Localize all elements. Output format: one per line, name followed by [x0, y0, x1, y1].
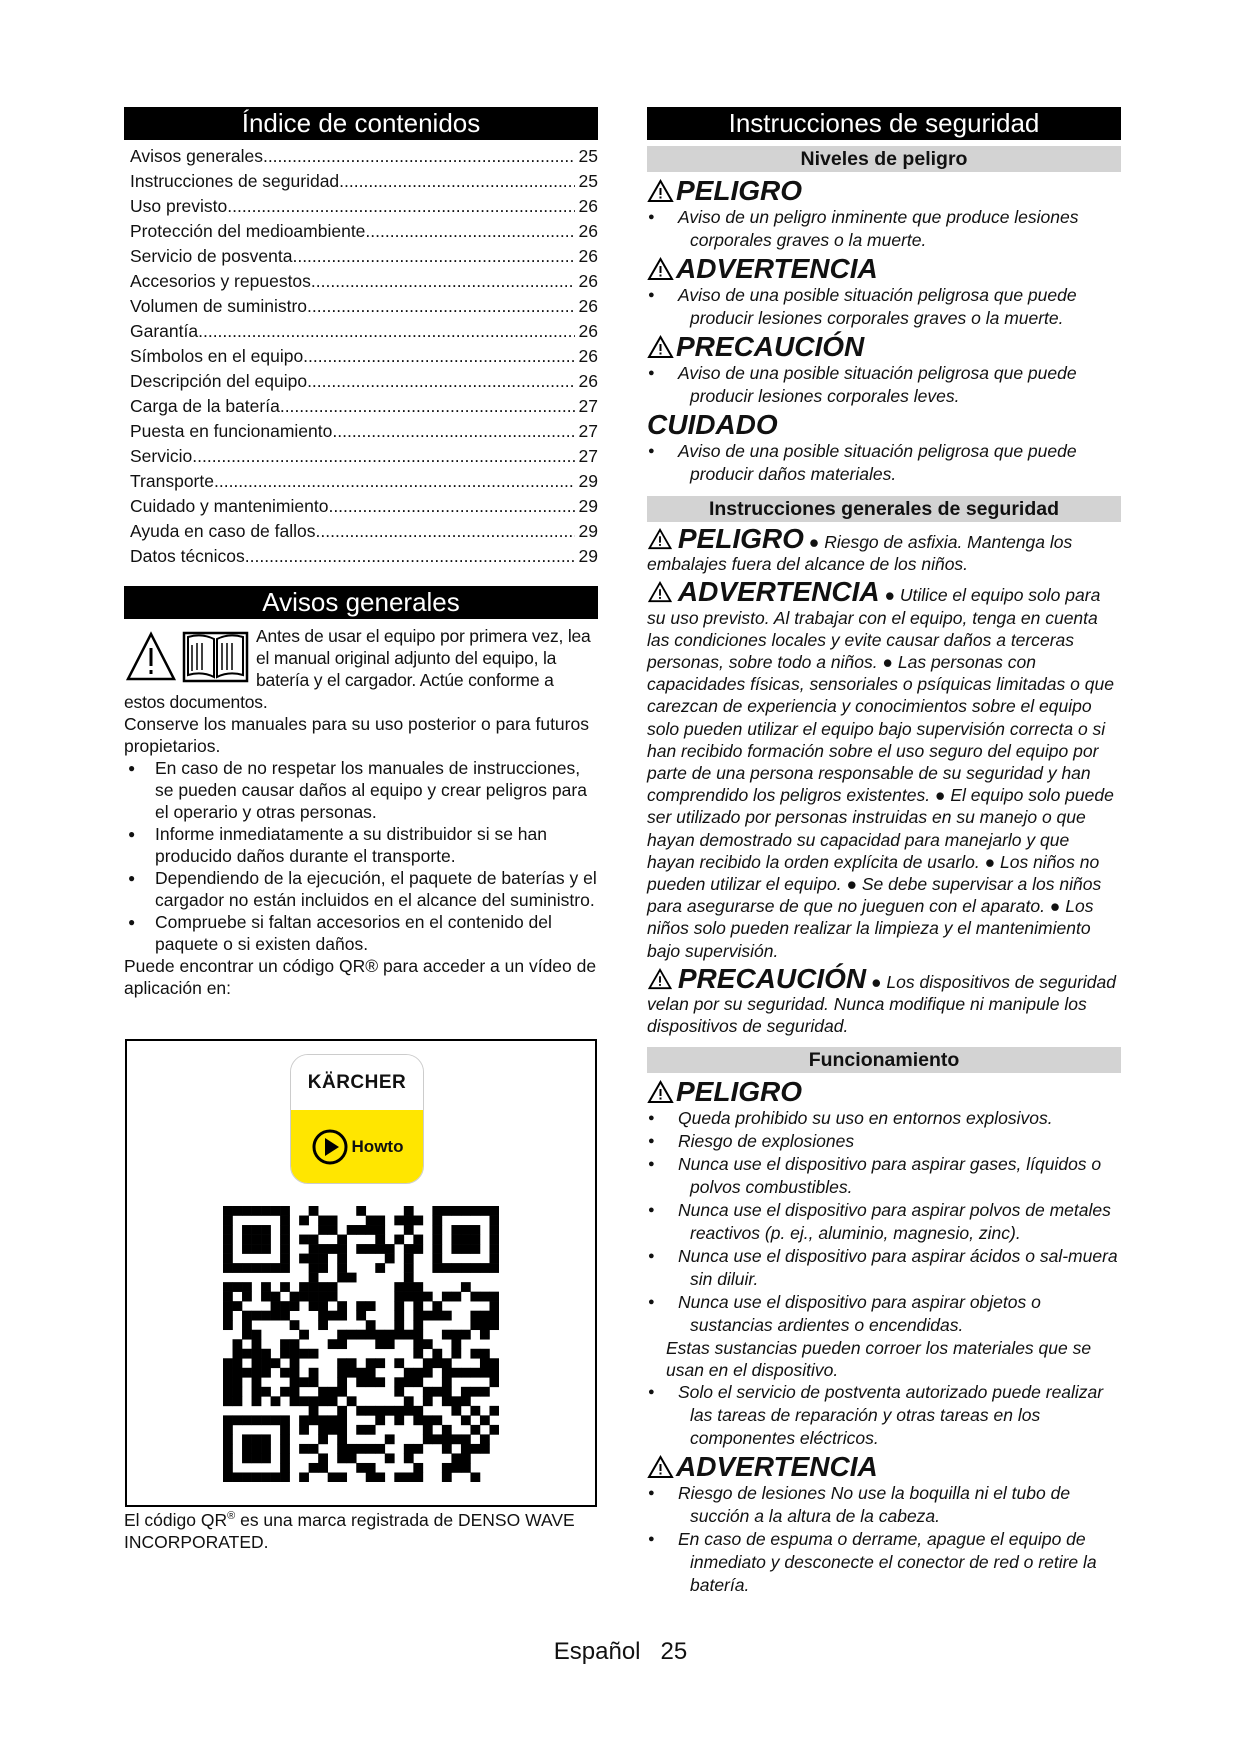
left-column	[124, 107, 598, 1552]
warning-icon	[647, 257, 674, 281]
howto-label: Howto	[351, 1136, 404, 1156]
toc-entry[interactable]: Ayuda en caso de fallos ..... 29	[130, 519, 598, 544]
page-number: 25	[660, 1638, 688, 1665]
toc-entry[interactable]: Protección del medioambiente ..... 26	[130, 219, 598, 244]
toc-entry[interactable]: Símbolos en el equipo ..... 26	[130, 344, 598, 369]
list-item: ● Queda prohibido su uso en entornos explosivos.	[647, 1107, 1121, 1130]
list-item: ● Aviso de una posible situación peligrosa que puede producir lesiones corporales leves.	[647, 362, 1121, 408]
manual-icons	[124, 625, 252, 691]
qr-note: El código QR® es una marca registrada de DENSO WAVE INCORPORATED.	[124, 1509, 575, 1552]
warning-icon	[647, 335, 674, 359]
toc-entry[interactable]: Cuidado y mantenimiento ..... 29	[130, 494, 598, 519]
list-item: ● Aviso de un peligro inminente que produce lesiones corporales graves o la muerte.	[647, 206, 1121, 252]
function-advertencia: ADVERTENCIA	[647, 1452, 1121, 1482]
level-cuidado: CUIDADO	[647, 409, 778, 440]
avisos-intro-text: Antes de usar el equipo por primera vez, lea el manual original adjunto del equipo, la batería y el cargador. Actúe conforme a estos documentos.	[124, 626, 591, 712]
howto-badge	[291, 1110, 423, 1183]
footer-language: Español	[553, 1638, 641, 1665]
toc-entry[interactable]: Volumen de suministro ..... 26	[130, 294, 598, 319]
list-item: ● Aviso de una posible situación peligrosa que puede producir lesiones corporales graves o la muerte.	[647, 284, 1121, 330]
list-item: ● Aviso de una posible situación peligrosa que puede producir daños materiales.	[647, 440, 1121, 486]
list-item: ● En caso de espuma o derrame, apague el equipo de inmediato y desconecte el conector de red o retire la batería.	[647, 1528, 1121, 1597]
toc-entry[interactable]: Garantía ..... 26	[130, 319, 598, 344]
general-precaucion: PRECAUCIÓN ● Los dispositivos de seguridad velan por su seguridad. Nunca modifique ni manipule los dispositivos de seguridad.	[647, 962, 1116, 1037]
toc-entry[interactable]: Uso previsto ..... 26	[130, 194, 598, 219]
toc-entry[interactable]: Servicio ..... 27	[130, 444, 598, 469]
karcher-howto-logo	[290, 1054, 424, 1184]
list-item: ● Nunca use el dispositivo para aspirar ácidos o sal-muera sin diluir.	[647, 1245, 1121, 1291]
right-column	[647, 107, 1121, 1597]
list-item: ● Nunca use el dispositivo para aspirar gases, líquidos o polvos combustibles.	[647, 1153, 1121, 1199]
safety-title: Instrucciones de seguridad	[647, 107, 1121, 140]
avisos-keep-text: Conserve los manuales para su uso posterior o para futuros propietarios.	[124, 714, 589, 756]
toc-entry[interactable]: Datos técnicos ..... 29	[130, 544, 598, 569]
avisos-title: Avisos generales	[124, 586, 598, 619]
toc-entry[interactable]: Accesorios y repuestos ..... 26	[130, 269, 598, 294]
list-item: ● Compruebe si faltan accesorios en el contenido del paquete o si existen daños.	[124, 911, 598, 955]
table-of-contents	[130, 144, 598, 569]
warning-book-icon	[124, 625, 252, 691]
list-item: ● Dependiendo de la ejecución, el paquete de baterías y el cargador no están incluidos en el alcance del suministro.	[124, 867, 598, 911]
toc-entry[interactable]: Carga de la batería ..... 27	[130, 394, 598, 419]
levels-subtitle: Niveles de peligro	[647, 146, 1121, 172]
function-peligro: PELIGRO	[647, 1077, 1121, 1107]
function-subtitle: Funcionamiento	[647, 1047, 1121, 1073]
list-item: ● Solo el servicio de postventa autorizado puede realizar las tareas de reparación y otras tareas en los componentes eléctricos.	[647, 1381, 1121, 1450]
toc-entry[interactable]: Servicio de posventa ..... 26	[130, 244, 598, 269]
qr-code-box[interactable]	[125, 1039, 597, 1507]
toc-entry[interactable]: Descripción del equipo ..... 26	[130, 369, 598, 394]
toc-entry[interactable]: Transporte ..... 29	[130, 469, 598, 494]
warning-icon	[647, 581, 673, 603]
warning-icon	[647, 1455, 674, 1479]
list-item: ● Riesgo de lesiones No use la boquilla ni el tubo de succión a la altura de la cabeza.	[647, 1482, 1121, 1528]
play-icon	[311, 1128, 349, 1166]
function-note: Estas sustancias pueden corroer los materiales que se usan en el dispositivo.	[666, 1338, 1092, 1381]
warning-icon	[647, 968, 673, 990]
level-advertencia: ADVERTENCIA	[647, 254, 1121, 284]
qr-code-icon[interactable]	[223, 1206, 499, 1482]
list-item: ● En caso de no respetar los manuales de instrucciones, se pueden causar daños al equipo y crear peligros para el operario y otras personas.	[124, 757, 598, 823]
toc-entry[interactable]: Puesta en funcionamiento ..... 27	[130, 419, 598, 444]
toc-entry[interactable]: Instrucciones de seguridad ..... 25	[130, 169, 598, 194]
list-item: ● Riesgo de explosiones	[647, 1130, 1121, 1153]
warning-icon	[647, 179, 674, 203]
list-item: ● Nunca use el dispositivo para aspirar polvos de metales reactivos (p. ej., aluminio, magnesio, zinc).	[647, 1199, 1121, 1245]
general-subtitle: Instrucciones generales de seguridad	[647, 496, 1121, 522]
avisos-intro-block	[124, 625, 598, 713]
level-peligro: PELIGRO	[647, 176, 1121, 206]
page-footer	[0, 1638, 1241, 1666]
level-precaucion: PRECAUCIÓN	[647, 332, 1121, 362]
list-item: ● Informe inmediatamente a su distribuidor si se han producido daños durante el transporte.	[124, 823, 598, 867]
karcher-brand: KÄRCHER	[291, 1055, 423, 1110]
toc-entry[interactable]: Avisos generales ..... 25	[130, 144, 598, 169]
toc-title: Índice de contenidos	[124, 107, 598, 140]
qr-intro-text: Puede encontrar un código QR® para acceder a un vídeo de aplicación en:	[124, 956, 597, 998]
general-peligro: PELIGRO ● Riesgo de asfixia. Mantenga los embalajes fuera del alcance de los niños.	[647, 523, 1073, 575]
list-item: ● Nunca use el dispositivo para aspirar objetos o sustancias ardientes o encendidas.	[647, 1291, 1121, 1337]
warning-icon	[647, 528, 673, 550]
general-advertencia: ADVERTENCIA ● Utilice el equipo solo para su uso previsto. Al trabajar con el equipo, tenga en cuenta las condiciones locales y evite causar daños a terceras personas, sobre todo a niños. ● Las personas con capacidades físicas, sensoriales o psíquicas limitadas o que carezcan de experiencia y conocimientos sobre el equipo solo pueden utilizar el equipo bajo supervisión correcta o si han recibido formación sobre el uso seguro del equipo por parte de una persona responsable de su seguridad y han comprendido los peligros existentes. ● El equipo solo puede ser utilizado por personas instruidas en su manejo o que hayan demostrado su capacidad para manejarlo y que hayan recibido la orden explícita de usarlo. ● Los niños no pueden utilizar el equipo. ● Se debe supervisar a los niños para asegurarse de que no jueguen con el aparato. ● Los niños solo pueden realizar la limpieza y el mantenimiento bajo supervisión.	[647, 576, 1114, 961]
warning-icon	[647, 1080, 674, 1104]
